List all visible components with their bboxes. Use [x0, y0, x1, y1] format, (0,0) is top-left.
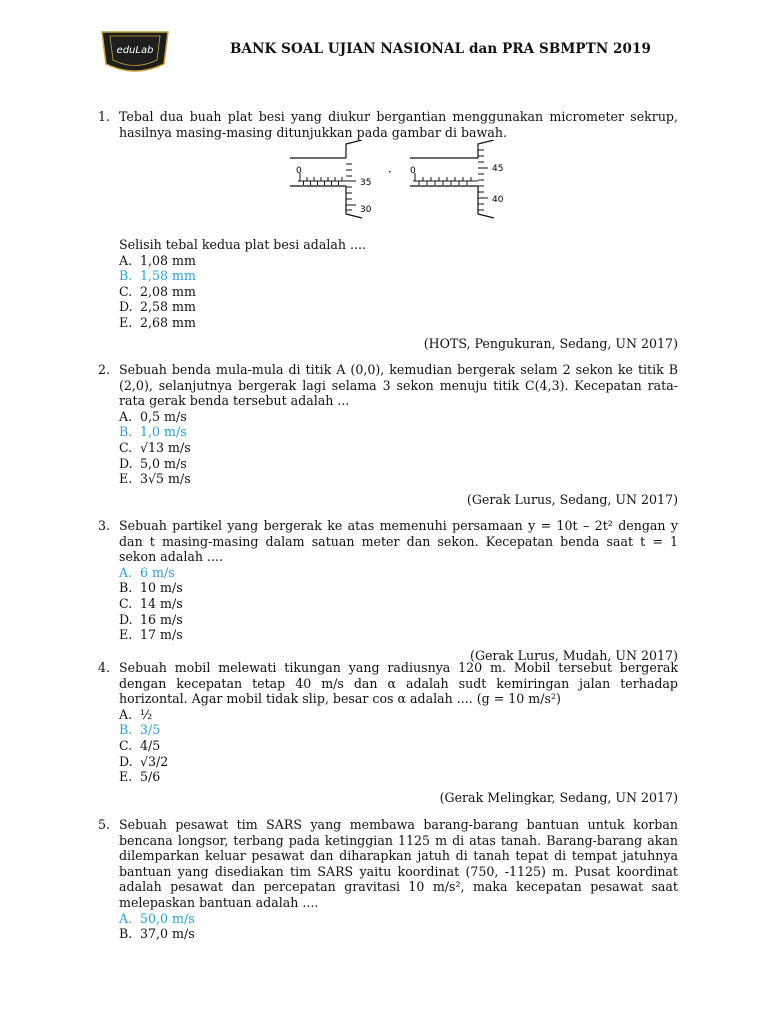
option-text: 3/5 — [140, 722, 161, 738]
option-text: 4/5 — [140, 737, 161, 753]
question-number: 3. — [98, 518, 111, 533]
answer-option — [119, 580, 678, 596]
answer-option — [119, 471, 678, 487]
answer-option — [119, 440, 678, 456]
question-number: 5. — [98, 817, 111, 832]
question-text: Sebuah benda mula-mula di titik A (0,0), kemudian bergerak selam 2 sekon ke titik B (2,0), selanjutnya bergerak lagi selama 3 sekon menuju titik C(4,3). Kecepatan rata-rata gerak benda tersebut adalah ... — [119, 362, 678, 409]
svg-text:45: 45 — [492, 164, 504, 174]
option-text: 17 m/s — [140, 627, 183, 643]
option-text: 5/6 — [140, 769, 161, 785]
option-text: √13 m/s — [140, 439, 191, 455]
option-text: √3/2 — [140, 753, 169, 769]
option-text: 2,08 mm — [140, 283, 196, 299]
answer-option — [119, 268, 678, 284]
svg-text:0: 0 — [410, 166, 416, 176]
question-source: (Gerak Lurus, Sedang, UN 2017) — [466, 491, 678, 507]
option-letter: B. — [119, 424, 133, 440]
question-source: (Gerak Lurus, Mudah, UN 2017) — [470, 647, 678, 663]
answer-option — [119, 565, 678, 581]
option-letter: D. — [119, 611, 133, 627]
answer-option — [119, 456, 678, 472]
svg-text:30: 30 — [360, 205, 372, 215]
page-title: BANK SOAL UJIAN NASIONAL dan PRA SBMPTN 2019 — [230, 41, 652, 57]
answer-option — [119, 596, 678, 612]
option-text: 3√5 m/s — [140, 471, 191, 487]
edulab-logo — [98, 26, 172, 76]
answer-option — [119, 769, 678, 785]
question-1 — [98, 109, 678, 140]
answer-option — [119, 722, 678, 738]
question-source: (Gerak Melingkar, Sedang, UN 2017) — [439, 789, 678, 805]
options — [119, 707, 678, 785]
option-letter: A. — [119, 706, 133, 722]
micrometer-left — [290, 140, 372, 218]
option-letter: B. — [119, 926, 133, 942]
answer-option — [119, 409, 678, 425]
options — [119, 253, 678, 331]
option-text: ½ — [140, 706, 153, 722]
option-letter: B. — [119, 580, 133, 596]
question-number: 1. — [98, 109, 111, 124]
option-letter: D. — [119, 455, 133, 471]
option-text: 0,5 m/s — [140, 408, 187, 424]
option-letter: E. — [119, 471, 133, 487]
micrometer-right — [410, 140, 504, 218]
question-text: Sebuah partikel yang bergerak ke atas memenuhi persamaan y = 10t – 2t² dengan y dan t masing-masing dalam satuan meter dan sekon. Kecepatan benda saat t = 1 sekon adalah .... — [119, 518, 678, 565]
answer-option — [119, 424, 678, 440]
option-text: 2,58 mm — [140, 299, 196, 315]
answer-option — [119, 299, 678, 315]
option-text: 1,08 mm — [140, 252, 196, 268]
question-4 — [98, 660, 678, 805]
question-text: Tebal dua buah plat besi yang diukur bergantian menggunakan micrometer sekrup, hasilnya masing-masing ditunjukkan pada gambar di bawah. — [119, 109, 678, 140]
options — [119, 565, 678, 643]
option-letter: E. — [119, 314, 133, 330]
answer-option — [119, 911, 678, 927]
svg-text:0: 0 — [296, 166, 302, 176]
answer-option — [119, 707, 678, 723]
option-text: 10 m/s — [140, 580, 183, 596]
option-letter: E. — [119, 769, 133, 785]
option-text: 5,0 m/s — [140, 455, 187, 471]
option-letter: A. — [119, 408, 133, 424]
svg-text:40: 40 — [492, 195, 504, 205]
option-letter: C. — [119, 595, 133, 611]
option-text: 50,0 m/s — [140, 910, 195, 926]
question-number: 4. — [98, 660, 111, 675]
options — [119, 911, 678, 942]
option-letter: C. — [119, 737, 133, 753]
option-letter: B. — [119, 268, 133, 284]
answer-option — [119, 315, 678, 331]
question-subtext: Selisih tebal kedua plat besi adalah .... — [119, 237, 367, 252]
logo-text: eduLab — [116, 45, 154, 56]
option-letter: A. — [119, 252, 133, 268]
question-5 — [98, 817, 678, 942]
option-letter: E. — [119, 627, 133, 643]
svg-text:35: 35 — [360, 178, 372, 188]
option-text: 16 m/s — [140, 611, 183, 627]
option-text: 37,0 m/s — [140, 926, 195, 942]
answer-option — [119, 738, 678, 754]
option-letter: D. — [119, 299, 133, 315]
answer-option — [119, 754, 678, 770]
option-letter: B. — [119, 722, 133, 738]
micrometer-figure — [290, 140, 520, 220]
option-text: 14 m/s — [140, 595, 183, 611]
question-number: 2. — [98, 362, 111, 377]
option-letter: D. — [119, 753, 133, 769]
answer-option — [119, 926, 678, 942]
answer-option — [119, 612, 678, 628]
option-letter: C. — [119, 439, 133, 455]
question-2 — [98, 362, 678, 507]
question-source: (HOTS, Pengukuran, Sedang, UN 2017) — [423, 335, 678, 351]
question-3 — [98, 518, 678, 663]
question-text: Sebuah pesawat tim SARS yang membawa barang-barang bantuan untuk korban bencana longsor, terbang pada ketinggian 1125 m di atas tanah. Barang-barang akan dilemparkan keluar pesawat dan diharapkan jatuh di tanah tepat di tempat jatuhnya bantuan yang disediakan tim SARS yaitu koordinat (750, -1125) m. Pusat koordinat adalah pesawat dan percepatan gravitasi 10 m/s², maka kecepatan pesawat saat melepaskan bantuan adalah .... — [119, 817, 678, 910]
answer-option — [119, 627, 678, 643]
option-text: 1,58 mm — [140, 268, 196, 284]
svg-text:·: · — [388, 165, 392, 179]
option-letter: C. — [119, 283, 133, 299]
option-letter: A. — [119, 910, 133, 926]
option-text: 1,0 m/s — [140, 424, 187, 440]
answer-option — [119, 284, 678, 300]
option-letter: A. — [119, 564, 133, 580]
option-text: 2,68 mm — [140, 314, 196, 330]
options — [119, 409, 678, 487]
question-text: Sebuah mobil melewati tikungan yang radiusnya 120 m. Mobil tersebut bergerak dengan kecepatan tetap 40 m/s dan α adalah sudt kemiringan jalan terhadap horizontal. Agar mobil tidak slip, besar cos α adalah .... (g = 10 m/s²) — [119, 660, 678, 707]
option-text: 6 m/s — [140, 564, 175, 580]
question-1-answers — [98, 237, 678, 351]
answer-option — [119, 253, 678, 269]
